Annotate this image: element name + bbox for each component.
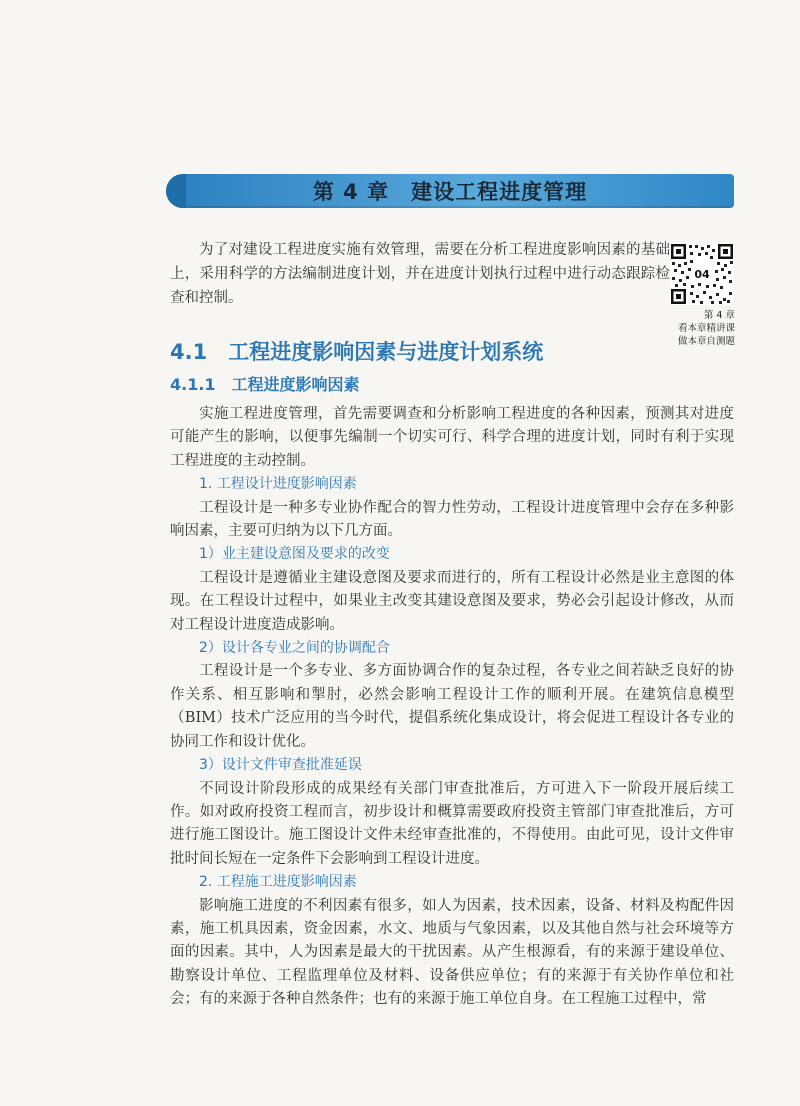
qr-caption	[655, 309, 735, 348]
qr-code[interactable]	[670, 243, 734, 305]
heading-level-5: 3）设计文件审查批准延误	[199, 757, 362, 774]
banner-chip	[166, 174, 186, 208]
paragraph: 影响施工进度的不利因素有很多，如人为因素，技术因素，设备、材料及构配件因素，施工机具因素，资金因素，水文、地质与气象因素，以及其他自然与社会环境等方面的因素。其中，人为因素是最大的干扰因素。从产生根源看，有的来源于建设单位、勘察设计单位、工程监理单位及材料、设备供应单位；有的来源于有关协作单位和社会；有的来源于各种自然条件；也有的来源于施工单位自身。在工程施工过程中，常	[170, 897, 734, 1008]
heading-level-5: 2）设计各专业之间的协调配合	[199, 640, 390, 657]
body-text	[170, 403, 734, 1012]
heading-level-4: 2. 工程施工进度影响因素	[199, 874, 357, 891]
subsection-heading: 4.1.1 工程进度影响因素	[170, 375, 360, 394]
paragraph: 工程设计是一个多专业、多方面协调合作的复杂过程，各专业之间若缺乏良好的协作关系、相互影响和掣肘，必然会影响工程设计工作的顺利开展。在建筑信息模型（BIM）技术广泛应用的当今时代，提倡系统化集成设计，将会促进工程设计各专业的协同工作和设计优化。	[170, 663, 734, 750]
qr-caption-line: 看本章精讲课	[677, 323, 735, 334]
paragraph: 实施工程进度管理，首先需要调查和分析影响工程进度的各种因素，预测其对进度可能产生的影响，以便事先编制一个切实可行、科学合理的进度计划，同时有利于实现工程进度的主动控制。	[170, 406, 734, 469]
qr-caption-line: 第 4 章	[703, 310, 735, 321]
qr-caption-line: 做本章自测题	[677, 336, 735, 347]
qr-code-number: 04	[694, 268, 710, 281]
paragraph: 工程设计是遵循业主建设意图及要求而进行的，所有工程设计必然是业主意图的体现。在工程设计过程中，如果业主改变其建设意图及要求，势必会引起设计修改，从而对工程设计进度造成影响。	[170, 569, 734, 633]
paragraph: 工程设计是一种多专业协作配合的智力性劳动，工程设计进度管理中会存在多种影响因素，主要可归纳为以下几方面。	[170, 499, 734, 540]
heading-level-4: 1. 工程设计进度影响因素	[199, 476, 357, 493]
heading-level-5: 1）业主建设意图及要求的改变	[199, 546, 390, 563]
chapter-banner	[166, 174, 734, 208]
qr-code-icon	[670, 243, 734, 305]
chapter-title: 第 4 章 建设工程进度管理	[312, 180, 588, 204]
chapter-intro: 为了对建设工程进度实施有效管理，需要在分析工程进度影响因素的基础上，采用科学的方法编制进度计划，并在进度计划执行过程中进行动态跟踪检查和控制。	[170, 242, 670, 306]
paragraph: 不同设计阶段形成的成果经有关部门审查批准后，方可进入下一阶段开展后续工作。如对政府投资工程而言，初步设计和概算需要政府投资主管部门审查批准后，方可进行施工图设计。施工图设计文件未经审查批准的，不得使用。由此可见，设计文件审批时间长短在一定条件下会影响到工程设计进度。	[170, 780, 734, 867]
section-heading: 4.1 工程进度影响因素与进度计划系统	[170, 340, 544, 364]
